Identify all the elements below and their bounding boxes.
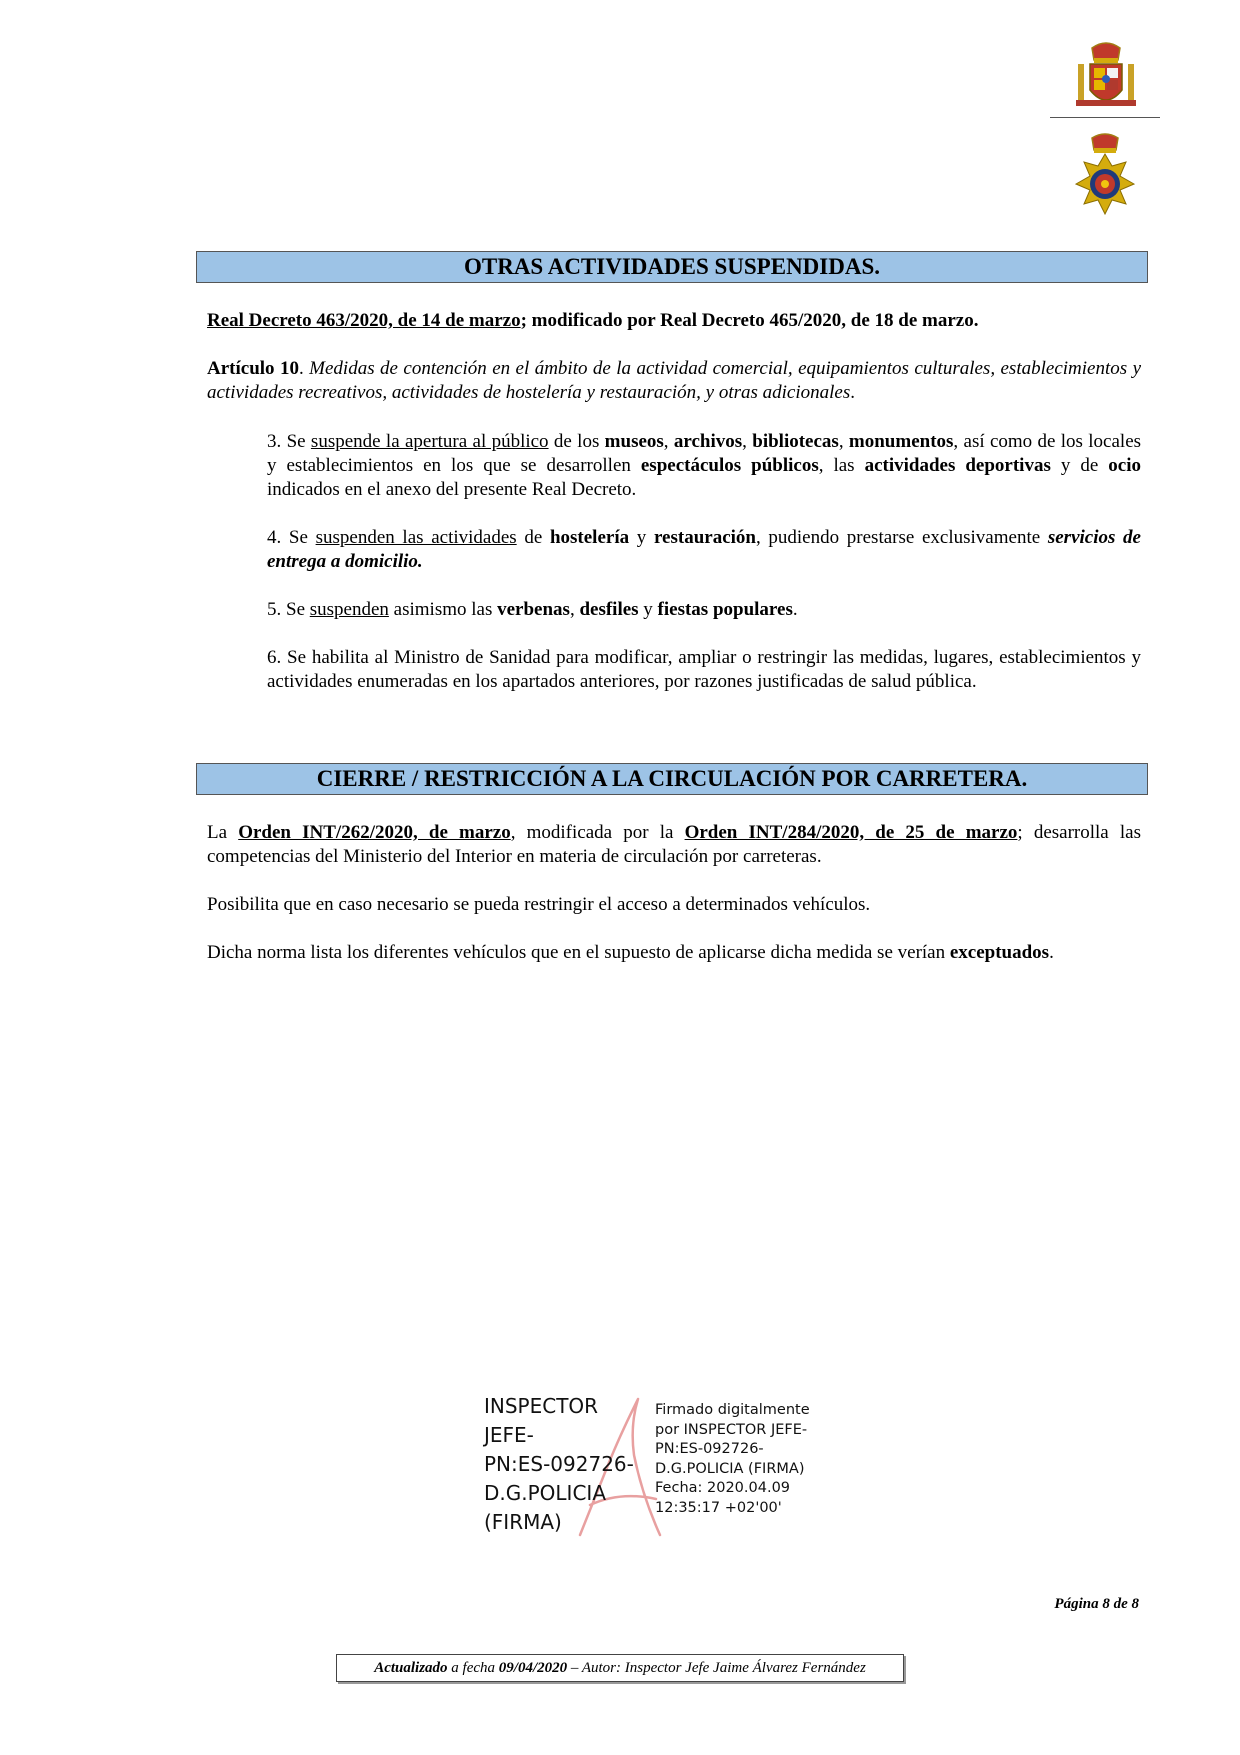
signature-name-line: (FIRMA) [484,1510,562,1534]
signature-name-line: INSPECTOR [484,1394,599,1418]
paragraph-3: 3. Se suspende la apertura al público de los museos, archivos, bibliotecas, monumentos, así como de los locales y establecimientos en los que se desarrollen espectáculos públicos, las actividades deportivas y de ocio indicados en el anexo del presente Real Decreto. [267,431,1142,500]
signature-name-line: JEFE- [484,1423,534,1447]
signature-name-line: D.G.POLICIA [484,1481,607,1505]
paragraph-4: 4. Se suspenden las actividades de hostelería y restauración, pudiendo prestarse exclusivamente servicios de entrega a domicilio. [267,527,1141,572]
signature-detail-line: Firmado digitalmente [655,1402,810,1418]
article-10-heading: Artículo 10. Medidas de contención en el ámbito de la actividad comercial, equipamientos culturales, establecimientos y actividades recreativos, actividades de hostelería y restauración, y otras adicionales. [207,358,1141,403]
footer-credit: Actualizado a fecha 09/04/2020 – Autor: Inspector Jefe Jaime Álvarez Fernández [336,1654,904,1682]
paragraph-5: 5. Se suspenden asimismo las verbenas, desfiles y fiestas populares. [267,599,798,620]
paragraph-6: 6. Se habilita al Ministro de Sanidad para modificar, ampliar o restringir las medidas, lugares, establecimientos y actividades enumeradas en los apartados anteriores, por razones justificadas de salud pública. [267,647,1141,692]
restriction-paragraph: Posibilita que en caso necesario se pueda restringir el acceso a determinados vehículos. [207,894,871,915]
signature-detail-line: D.G.POLICIA (FIRMA) [655,1460,805,1477]
signature-detail-line: por INSPECTOR JEFE- [655,1421,808,1438]
signature-detail-line: PN:ES-092726- [655,1441,764,1457]
orden-int-paragraph: La Orden INT/262/2020, de marzo, modificada por la Orden INT/284/2020, de 25 de marzo; desarrolla las competencias del Ministerio del Interior en materia de circulación por carreteras. [207,822,1141,867]
signature-detail-line: 12:35:17 +02'00' [655,1499,782,1516]
signature-name-line: PN:ES-092726- [484,1452,634,1476]
exceptions-paragraph: Dicha norma lista los diferentes vehículos que en el supuesto de aplicarse dicha medida se verían exceptuados. [207,942,1054,963]
signature-details [655,1401,845,1518]
header-rule [1050,117,1160,118]
signature-name [484,1392,644,1537]
decree-reference: Real Decreto 463/2020, de 14 de marzo; modificado por Real Decreto 465/2020, de 18 de marzo. [207,310,979,331]
section-title-cierre-circulacion: CIERRE / RESTRICCIÓN A LA CIRCULACIÓN POR CARRETERA. [196,763,1148,795]
coat-of-arms-spain-icon [1072,40,1140,114]
section-title-otras-actividades: OTRAS ACTIVIDADES SUSPENDIDAS. [196,251,1148,283]
policia-nacional-badge-icon [1070,132,1140,224]
page-number: Página 8 de 8 [1054,1596,1139,1612]
signature-detail-line: Fecha: 2020.04.09 [655,1480,791,1496]
